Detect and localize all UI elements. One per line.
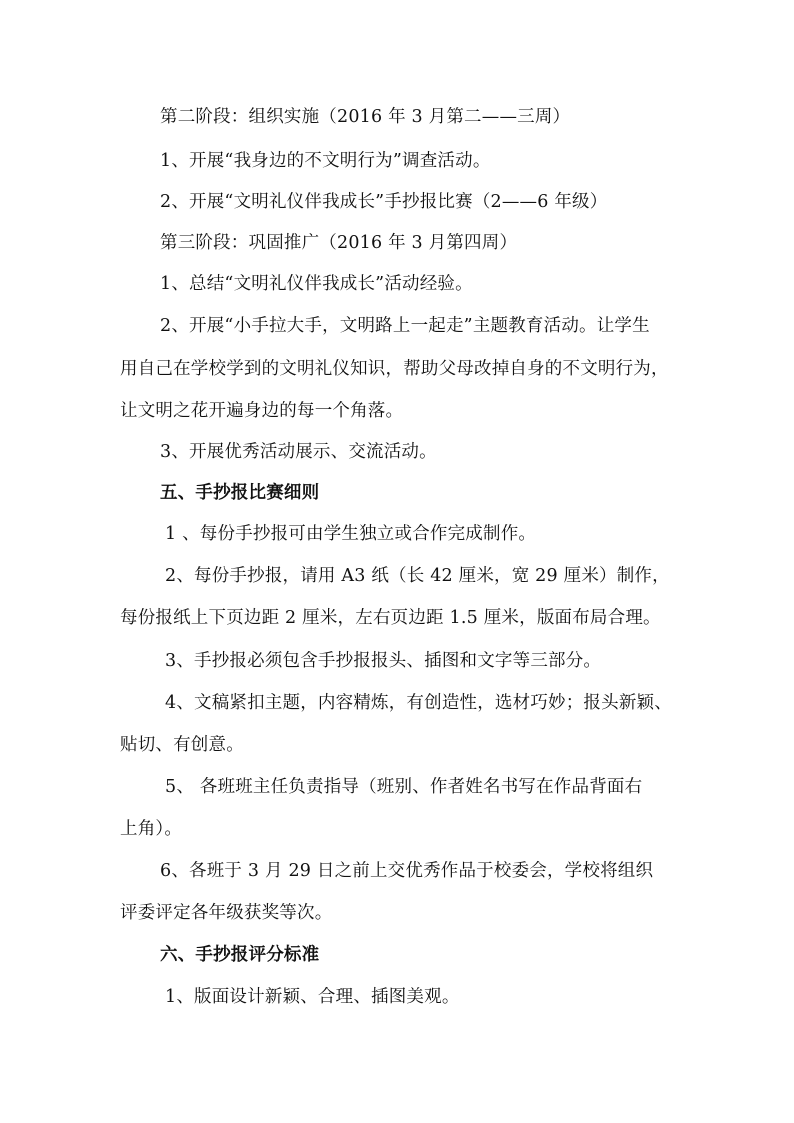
rule-6-line-2: 评委评定各年级获奖等次。 — [120, 903, 333, 923]
rule-4-line-2: 贴切、有创意。 — [120, 735, 244, 755]
stage-three-item-3: 3、开展优秀活动展示、交流活动。 — [160, 442, 437, 462]
rule-5-line-1: 5、 各班班主任负责指导（班别、作者姓名书写在作品背面右 — [165, 777, 643, 797]
rule-1: 1 、每份手抄报可由学生独立或合作完成制作。 — [165, 524, 537, 544]
rule-2-line-1: 2、每份手抄报，请用 A3 纸（长 42 厘米，宽 29 厘米）制作， — [165, 566, 670, 586]
stage-three-item-1: 1、总结“文明礼仪伴我成长”活动经验。 — [160, 274, 473, 294]
stage-two-item-2: 2、开展“文明礼仪伴我成长”手抄报比赛（2——6 年级） — [160, 192, 608, 212]
stage-three-item-2-line-3: 让文明之花开遍身边的每一个角落。 — [120, 401, 404, 421]
section-five-heading: 五、手抄报比赛细则 — [160, 483, 320, 503]
stage-two-item-1: 1、开展“我身边的不文明行为”调查活动。 — [160, 151, 491, 171]
rule-6-line-1: 6、各班于 3 月 29 日之前上交优秀作品于校委会，学校将组织 — [160, 861, 654, 881]
rule-4-line-1: 4、文稿紧扣主题，内容精炼，有创造性，选材巧妙；报头新颖、 — [165, 693, 672, 713]
section-six-heading: 六、手抄报评分标准 — [160, 945, 320, 965]
stage-three-item-2-line-2: 用自己在学校学到的文明礼仪知识，帮助父母改掉自身的不文明行为， — [120, 359, 669, 379]
stage-three-heading: 第三阶段：巩固推广（2016 年 3 月第四周） — [160, 233, 518, 253]
stage-three-item-2-line-1: 2、开展“小手拉大手，文明路上一起走”主题教育活动。让学生 — [160, 316, 650, 336]
stage-two-heading: 第二阶段：组织实施（2016 年 3 月第二——三周） — [160, 107, 571, 127]
rule-2-line-2: 每份报纸上下页边距 2 厘米，左右页边距 1.5 厘米，版面布局合理。 — [120, 608, 661, 628]
rule-5-line-2: 上角）。 — [120, 819, 183, 839]
criteria-1: 1、版面设计新颖、合理、插图美观。 — [165, 987, 460, 1007]
rule-3: 3、手抄报必须包含手抄报报头、插图和文字等三部分。 — [165, 651, 602, 671]
